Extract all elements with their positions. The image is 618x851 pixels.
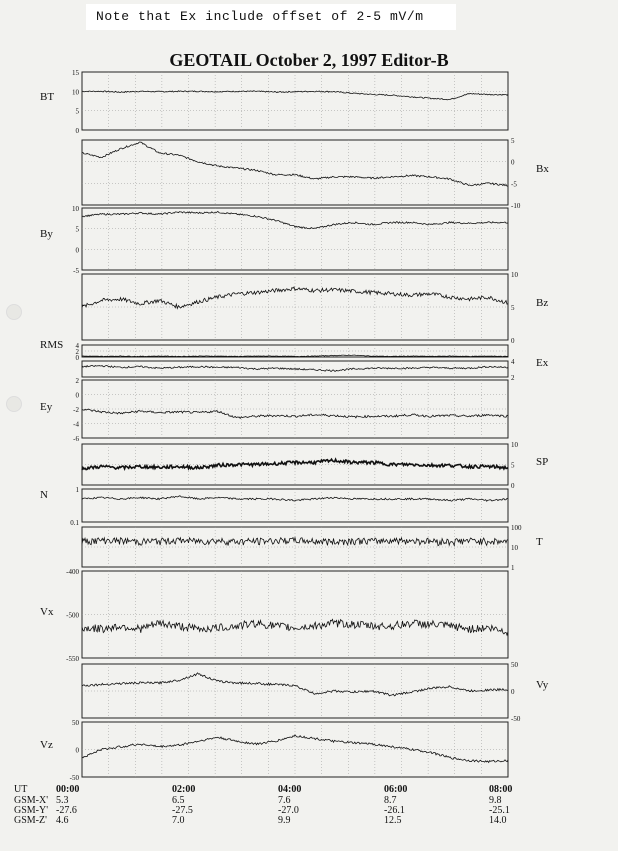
y-tick-label: 1	[75, 486, 79, 494]
footer-cell: 7.0	[172, 815, 185, 826]
axis-label-sp: SP	[536, 456, 549, 468]
footer-cell: 4.6	[56, 815, 69, 826]
y-tick-label: 2	[511, 374, 515, 382]
axis-label-vy: Vy	[536, 679, 549, 691]
page-title: GEOTAIL October 2, 1997 Editor-B	[169, 50, 449, 70]
y-tick-label: 50	[72, 719, 79, 727]
y-tick-label: -50	[69, 774, 79, 782]
series-rms	[82, 355, 508, 357]
y-tick-label: 2	[75, 348, 79, 356]
footer-row-label: GSM-Z'	[14, 815, 47, 826]
footer-cell: 9.9	[278, 815, 291, 826]
series-bz	[82, 287, 508, 308]
y-tick-label: 0	[75, 391, 79, 400]
footer-cell: 06:00	[384, 784, 408, 795]
y-tick-label: 0	[511, 337, 515, 345]
offset-note: Note that Ex include offset of 2-5 mV/m	[86, 4, 456, 30]
y-tick-label: 4	[75, 342, 79, 350]
y-tick-label: 5	[75, 107, 79, 116]
y-tick-label: 1	[511, 564, 515, 572]
y-tick-label: 50	[511, 661, 518, 669]
y-tick-label: 0	[75, 746, 79, 755]
footer-cell: -25.1	[489, 805, 510, 816]
axis-label-vx: Vx	[40, 606, 54, 618]
y-tick-label: -550	[66, 655, 79, 663]
y-tick-label: 10	[72, 205, 79, 213]
y-tick-label: 0	[511, 158, 515, 167]
y-tick-label: -50	[511, 715, 521, 723]
footer-cell: -27.0	[278, 805, 299, 816]
y-tick-label: 4	[511, 358, 515, 366]
footer-cell: 5.3	[56, 795, 69, 806]
y-tick-label: 0	[511, 688, 515, 696]
axis-label-bt: BT	[40, 91, 55, 103]
y-tick-label: 0	[75, 246, 79, 255]
footer-cell: 12.5	[384, 815, 402, 826]
axis-label-rms: RMS	[40, 339, 64, 351]
y-tick-label: 0	[75, 127, 79, 135]
y-tick-label: 100	[511, 524, 522, 532]
y-tick-label: 0	[511, 482, 515, 490]
footer-cell: -27.6	[56, 805, 77, 816]
y-tick-label: 15	[72, 69, 79, 77]
footer-cell: 04:00	[278, 784, 302, 795]
footer-row-label: UT	[14, 784, 28, 795]
footer-cell: 8.7	[384, 795, 397, 806]
y-tick-label: 5	[511, 137, 515, 145]
footer-cell: -27.5	[172, 805, 193, 816]
y-tick-label: 0	[75, 354, 79, 362]
series-vx	[82, 619, 508, 635]
footer-cell: 02:00	[172, 784, 196, 795]
y-tick-label: 0.1	[70, 519, 79, 527]
y-tick-label: 10	[511, 544, 518, 552]
y-tick-label: 5	[511, 461, 515, 470]
axis-label-n: N	[40, 489, 48, 501]
footer-cell: 9.8	[489, 795, 502, 806]
y-tick-label: 10	[72, 88, 79, 97]
y-tick-label: -500	[66, 611, 79, 620]
y-tick-label: -5	[73, 267, 79, 275]
y-tick-label: -10	[511, 202, 521, 210]
axis-label-ey: Ey	[40, 401, 53, 413]
axis-label-t: T	[536, 536, 543, 548]
axis-label-bz: Bz	[536, 297, 549, 309]
footer-cell: 6.5	[172, 795, 185, 806]
y-tick-label: 5	[511, 304, 515, 312]
y-tick-label: -4	[73, 420, 79, 429]
y-tick-label: -2	[73, 406, 79, 414]
footer-cell: 14.0	[489, 815, 507, 826]
y-tick-label: 10	[511, 271, 518, 279]
y-tick-label: -5	[511, 180, 517, 189]
panel-frame	[82, 72, 508, 130]
footer-row-label: GSM-Y'	[14, 805, 49, 816]
y-tick-label: 5	[75, 225, 79, 234]
footer-cell: 7.6	[278, 795, 291, 806]
axis-label-bx: Bx	[536, 163, 549, 175]
axis-label-by: By	[40, 228, 53, 240]
y-tick-label: 10	[511, 441, 518, 449]
y-tick-label: 2	[75, 377, 79, 385]
series-t	[82, 538, 508, 546]
footer-cell: 08:00	[489, 784, 513, 795]
footer-cell: -26.1	[384, 805, 405, 816]
y-tick-label: -6	[73, 435, 79, 443]
axis-label-vz: Vz	[40, 739, 53, 751]
footer-cell: 00:00	[56, 784, 80, 795]
series-bt	[82, 91, 508, 100]
footer-row-label: GSM-X'	[14, 795, 49, 806]
y-tick-label: -400	[66, 568, 79, 576]
axis-label-ex: Ex	[536, 357, 549, 369]
panel-frame	[82, 489, 508, 522]
